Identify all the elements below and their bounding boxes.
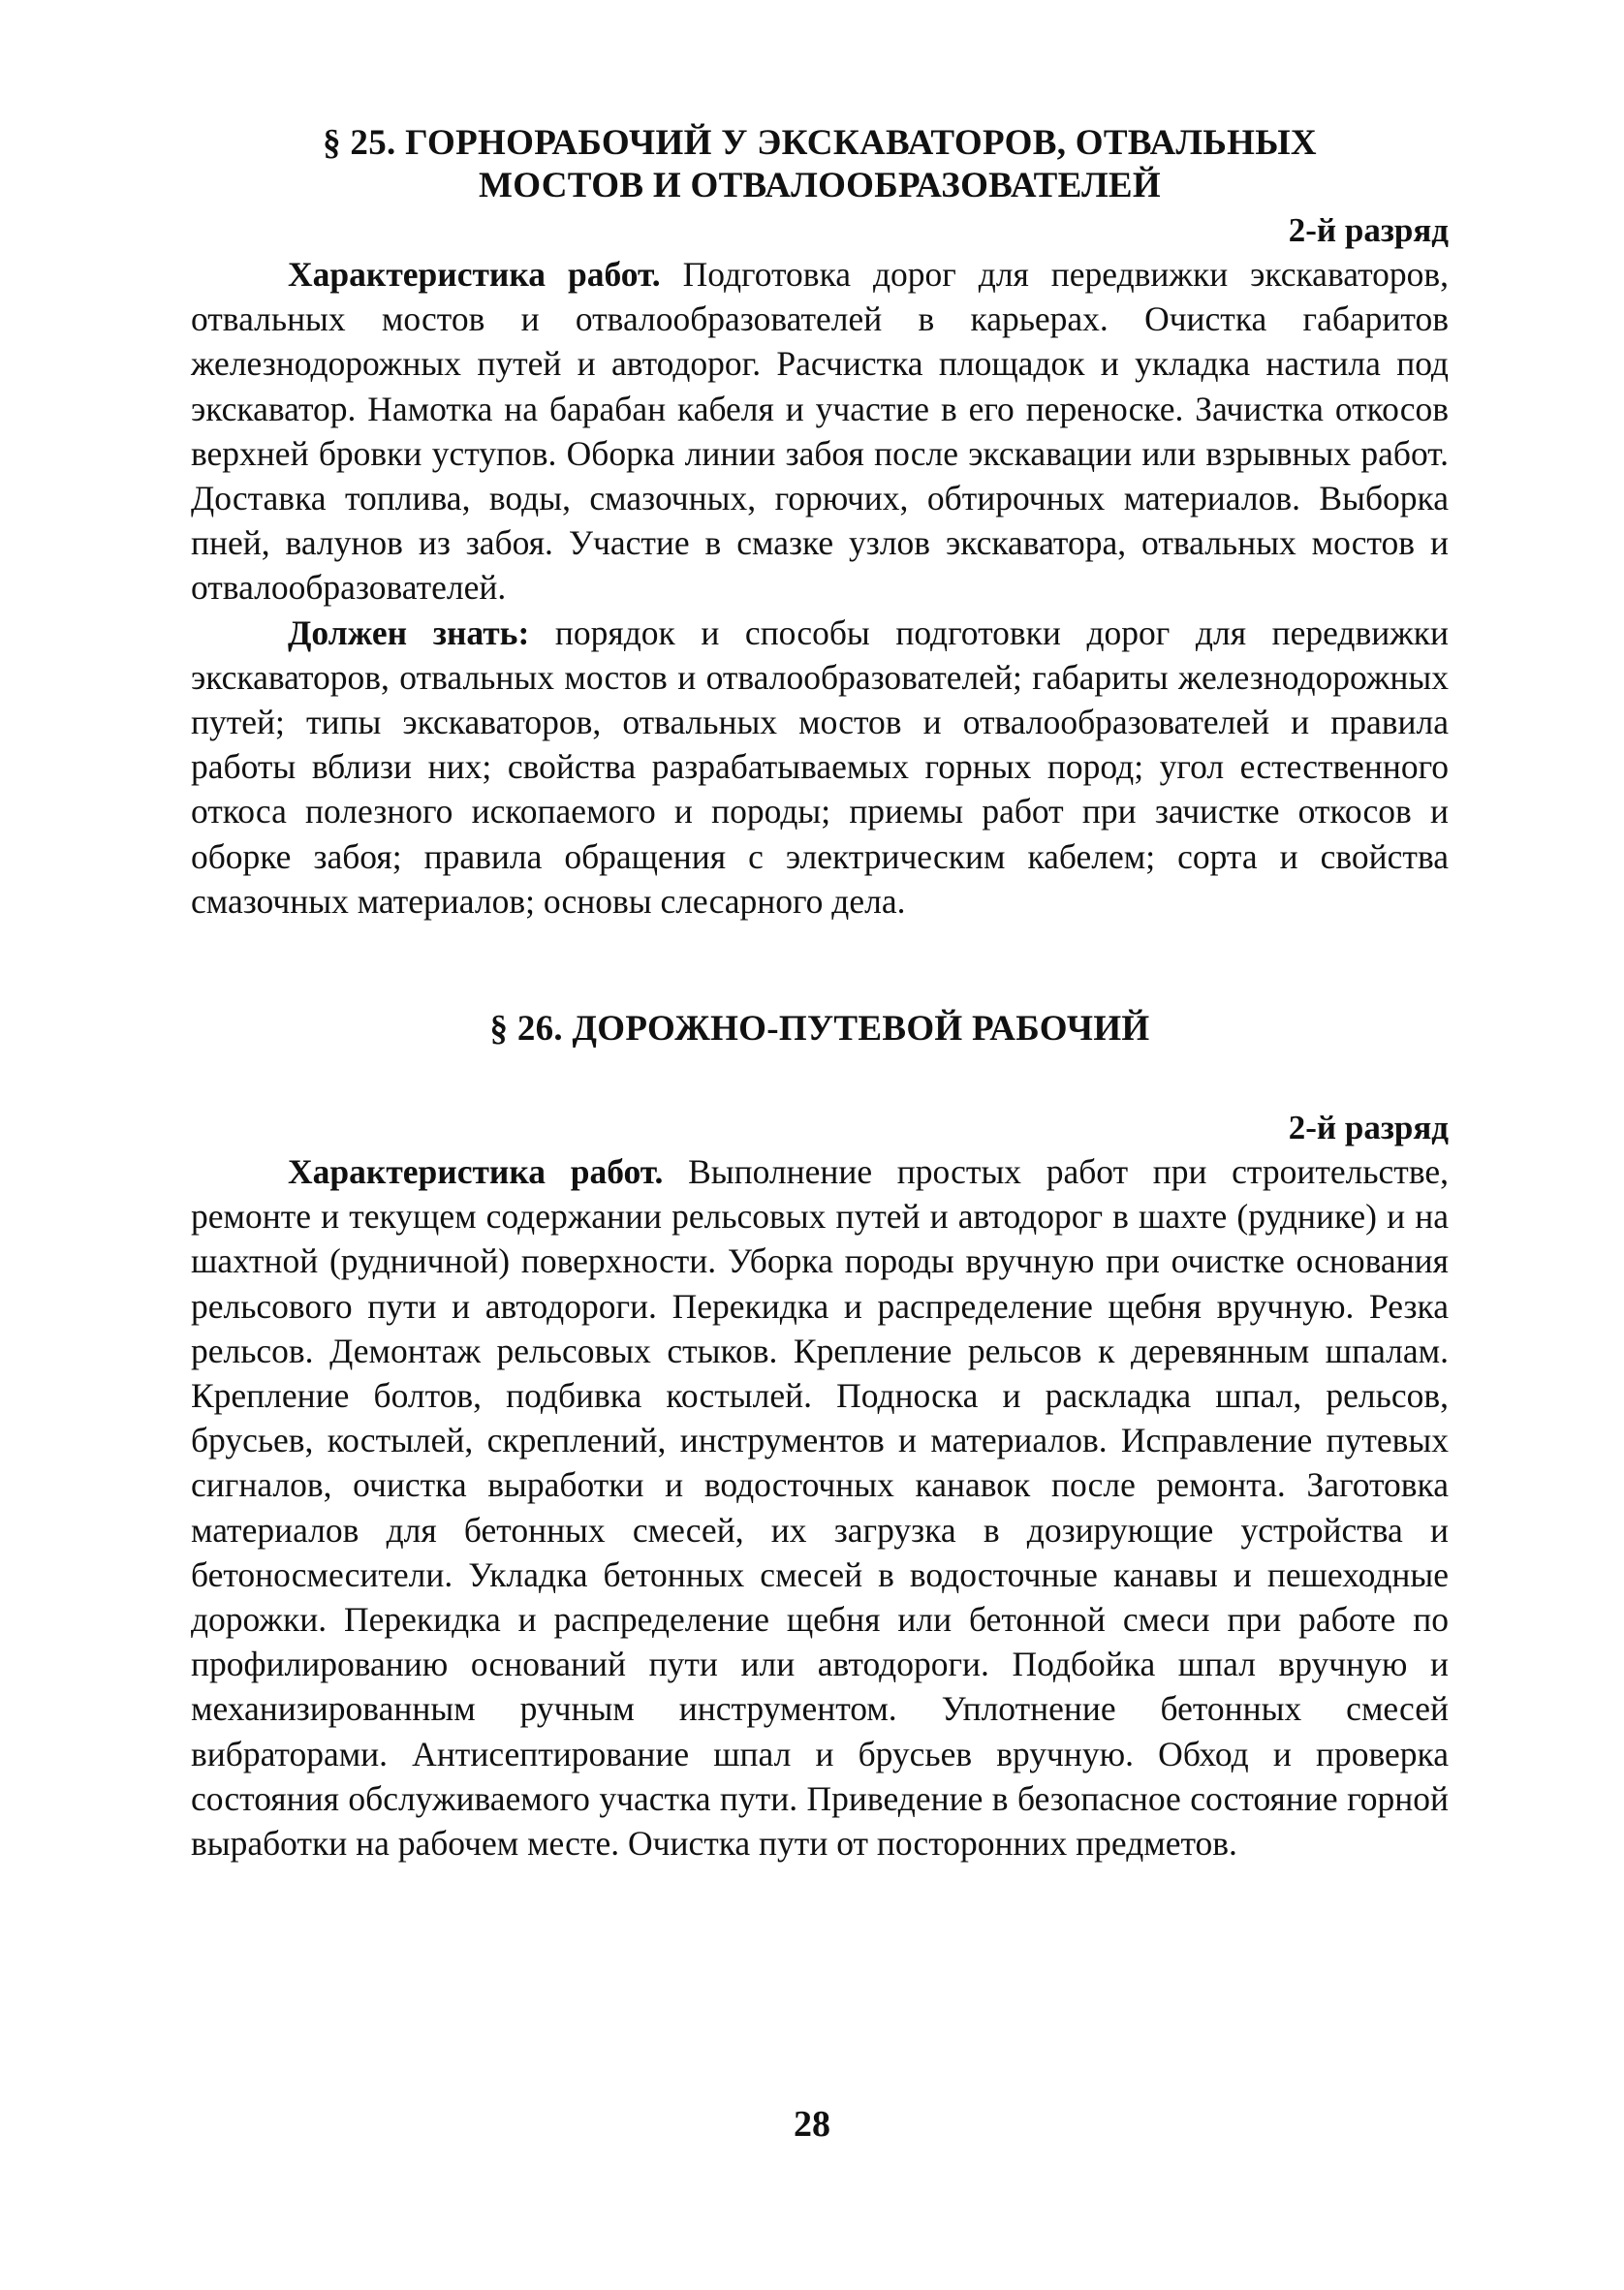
section-heading	[191, 1008, 1449, 1051]
required-knowledge-label: Должен знать:	[288, 612, 530, 652]
work-characteristics-text: Выполнение простых работ при строительстве, ремонте и текущем содержании рельсовых путей и автодорог в шахте (руднике) и на шахтной (рудничной) поверхности. Уборка породы вручную при очистке основания рельсового пути и автодороги. Перекидка и распределение щебня вручную. Резка рельсов. Демонтаж рельсовых стыков. Крепление рельсов к деревянным шпалам. Крепление болтов, подбивка костылей. Подноска и раскладка шпал, рельсов, брусьев, костылей, скреплений, инструментов и материалов. Исправление путевых сигналов, очистка выработки и водосточных канавок после ремонта. Заготовка материалов для бетонных смесей, их загрузка в дозирующие устройства и бетоносмесители. Укладка бетонных смесей в водосточные канавы и пешеходные дорожки. Перекидка и распределение щебня или бетонной смеси при работе по профилированию оснований пути или автодороги. Подбойка шпал вручную и механизированным ручным инструментом. Уплотнение бетонных смесей вибраторами. Антисептирование шпал и брусьев вручную. Обход и проверка состояния обслуживаемого участка пути. Приведение в безопасное состояние горной выработки на рабочем месте. Очистка пути от посторонних предметов.	[191, 1152, 1450, 1864]
required-knowledge-paragraph	[191, 611, 1449, 924]
section-25	[191, 122, 1449, 924]
heading-line-2: МОСТОВ И ОТВАЛООБРАЗОВАТЕЛЕЙ	[478, 166, 1161, 205]
work-characteristics-paragraph	[191, 252, 1449, 611]
work-characteristics-label: Характеристика работ.	[288, 255, 661, 294]
heading-line-1: § 26. ДОРОЖНО-ПУТЕВОЙ РАБОЧИЙ	[489, 1009, 1150, 1049]
grade-label: 2-й разряд	[1288, 1109, 1449, 1146]
work-characteristics-paragraph	[191, 1149, 1449, 1866]
heading-line-1: § 25. ГОРНОРАБОЧИЙ У ЭКСКАВАТОРОВ, ОТВАЛЬНЫХ	[323, 123, 1317, 163]
required-knowledge-text: порядок и способы подготовки дорог для передвижки экскаваторов, отвальных мостов и отвалообразователей; габариты железнодорожных путей; типы экскаваторов, отвальных мостов и отвалообразователей и правила работы вблизи них; свойства разрабатываемых горных пород; угол естественного откоса полезного ископаемого и породы; приемы работ при зачистке откосов и оборке забоя; правила обращения с электрическим кабелем; сорта и свойства смазочных материалов; основы слесарного дела.	[191, 612, 1449, 921]
section-heading	[191, 122, 1449, 207]
work-characteristics-text: Подготовка дорог для передвижки экскаваторов, отвальных мостов и отвалообразователей в карьерах. Очистка габаритов железнодорожных путей и автодорог. Расчистка площадок и укладка настила под экскаватор. Намотка на барабан кабеля и участие в его переноске. Зачистка откосов верхней бровки уступов. Оборка линии забоя после экскавации или взрывных работ. Доставка топлива, воды, смазочных, горючих, обтирочных материалов. Выборка пней, валунов из забоя. Участие в смазке узлов экскаватора, отвальных мостов и отвалообразователей.	[191, 255, 1450, 608]
page-number: 28	[794, 2104, 830, 2145]
grade-label: 2-й разряд	[1288, 211, 1449, 249]
work-characteristics-label: Характеристика работ.	[288, 1152, 664, 1191]
section-26	[191, 1008, 1449, 1866]
